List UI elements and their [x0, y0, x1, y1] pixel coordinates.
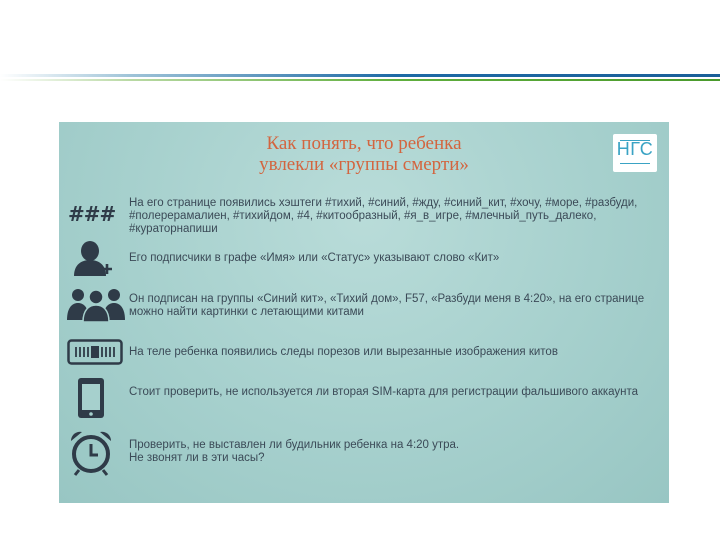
item-text: На теле ребенка появились следы порезов или вырезанные изображения китов — [129, 346, 558, 358]
bandage-icon — [67, 339, 123, 365]
item-text: Проверить, не выставлен ли будильник ребенка на 4:20 утра. Не звонят ли в эти часы? — [129, 439, 460, 464]
header-rule-green — [0, 79, 720, 81]
list-item — [59, 427, 669, 479]
list-item — [59, 335, 669, 369]
list-item — [59, 374, 669, 422]
person-icon — [71, 240, 117, 278]
infographic-panel — [59, 122, 669, 503]
item-text: Стоит проверить, не используется ли вторая SIM-карта для регистрации фальшивого аккаунта — [129, 386, 639, 398]
phone-icon — [76, 376, 106, 420]
hashtag-icon: ### — [68, 202, 116, 226]
logo-line-bottom — [620, 163, 650, 164]
alarm-clock-icon — [68, 429, 114, 477]
infographic-title — [59, 133, 669, 175]
title-line-1: Как понять, что ребенка — [266, 133, 462, 154]
logo-text: НГС — [616, 139, 654, 159]
item-text: Его подписчики в графе «Имя» или «Статус» указывают слово «Кит» — [129, 252, 500, 264]
list-item — [59, 284, 669, 326]
title-line-2: увлекли «группы смерти» — [259, 154, 469, 175]
ngs-logo — [613, 134, 657, 172]
group-icon — [66, 286, 126, 322]
list-item — [59, 192, 669, 238]
item-text: Он подписан на группы «Синий кит», «Тихий дом», F57, «Разбуди меня в 4:20», на его странице можно найти картинки с летающими китами — [129, 293, 645, 318]
item-text: На его странице появились хэштеги #тихий, #синий, #жду, #синий_кит, #хочу, #море, #разбуди, #полерерамалиен, #тихийдом, #4, #китообразный, #я_в_игре, #млечный_путь_далеко, #кураторнапиши — [129, 197, 638, 235]
header-rule-blue — [0, 74, 720, 77]
list-item — [59, 238, 669, 280]
